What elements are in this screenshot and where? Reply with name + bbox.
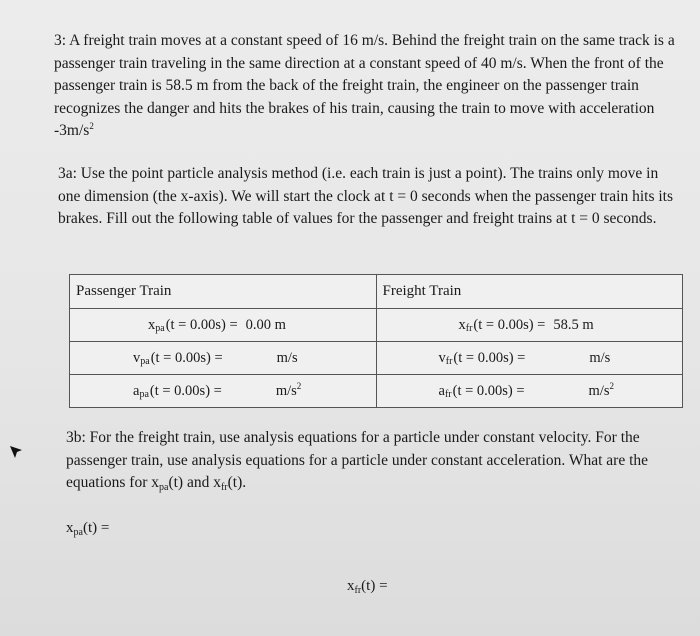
values-table bbox=[69, 274, 683, 408]
a-fr-unit: $m/s^2$ bbox=[588, 380, 614, 399]
v-fr-unit: m/s bbox=[589, 349, 611, 366]
freight-train-header: Freight Train bbox=[376, 275, 683, 309]
x-fr-equation[interactable]: $x_{fr}(t)$ = bbox=[347, 578, 388, 596]
x-fr-value: 58.5 m bbox=[553, 316, 594, 333]
passenger-train-header: Passenger Train bbox=[70, 275, 377, 309]
v-fr-cell[interactable]: v fr (t = 0.00s) = m/s bbox=[376, 342, 683, 375]
a-pa-cell[interactable]: a pa (t = 0.00s) = $m/s^2$ bbox=[70, 375, 377, 408]
problem-3a-text: 3a: Use the point particle analysis method (i.e. each train is just a point). The trains only move in one dimension (the x-axis). We will start the clock at t = 0 seconds when the passenger train hits its brakes. Fill out the following table of values for the passenger and freight trains at t = 0 seconds. bbox=[58, 165, 674, 227]
acceleration-exponent: 2 bbox=[89, 121, 94, 131]
problem-3-text: 3: A freight train moves at a constant speed of 16 m/s. Behind the freight train on the same track is a passenger train traveling in the same direction at a constant speed of 40 m/s. When the front of the passenger train is 58.5 m from the back of the freight train, the engineer on the passenger train recognizes the danger and hits the brakes of his train, causing the train to move with acceleration $-3m/s^2$ bbox=[54, 32, 675, 139]
a-fr-cell[interactable]: a fr (t = 0.00s) = $m/s^2$ bbox=[376, 375, 683, 408]
v-pa-cell[interactable]: v pa (t = 0.00s) = m/s bbox=[70, 342, 377, 375]
x-pa-equation[interactable]: $x_{pa}(t)$ = bbox=[66, 520, 110, 538]
v-pa-unit: m/s bbox=[276, 349, 298, 366]
x-fr-cell[interactable]: x fr (t = 0.00s) = 58.5 m bbox=[376, 309, 683, 342]
x-pa-value: 0.00 m bbox=[245, 316, 286, 333]
x-pa-cell[interactable]: x pa (t = 0.00s) = 0.00 m bbox=[70, 309, 377, 342]
problem-3b-text: 3b: For the freight train, use analysis equations for a particle under constant velocity. For the passenger train, use analysis equations for a particle under constant acceleration. What are the equations for xpa(t) and xfr(t). bbox=[66, 429, 649, 493]
a-pa-unit: $m/s^2$ bbox=[275, 380, 302, 399]
mouse-cursor-icon bbox=[9, 445, 23, 459]
